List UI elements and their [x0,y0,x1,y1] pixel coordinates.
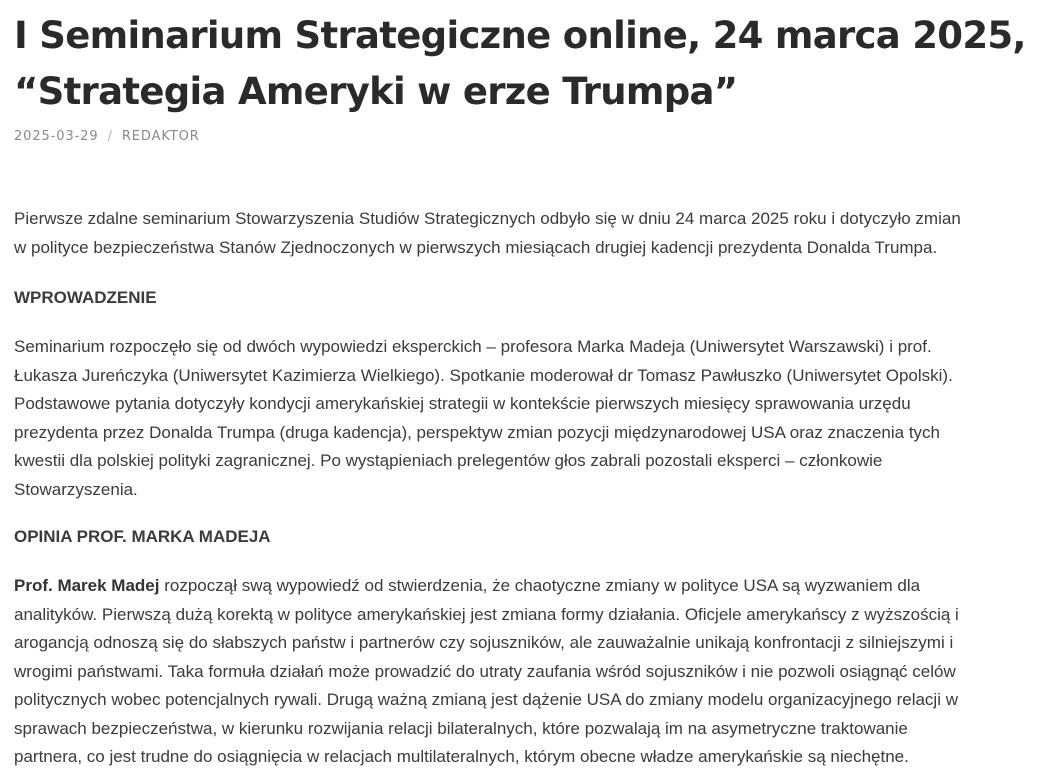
meta-separator: / [107,129,113,144]
text-line: politycznych wobec potencjalnych rywali. Drugą ważną zmianą jest dążenie USA do zmiany modelu organizacyjnego relacji w [14,690,958,709]
text-line: sprawach bezpieczeństwa, w kierunku rozwijania relacji bilateralnych, które pozwalają im na asymetryczne traktowanie [14,718,908,738]
publish-date[interactable]: 2025-03-29 [14,129,99,144]
text-line: Seminarium rozpoczęło się od dwóch wypowiedzi eksperckich – profesora Marka Madeja (Uniwersytet Warszawski) i prof. [14,337,932,356]
text-line: Pierwsze zdalne seminarium Stowarzyszenia Studiów Strategicznych odbyło się w dniu 24 marca 2025 roku i dotyczyło zmian [14,209,961,228]
text-line: wrogimi państwami. Taka formuła działań może prowadzić do utraty zaufania wśród sojuszników i nie pozwoli osiągnąć celów [14,661,956,681]
article-title [14,8,1054,120]
madej-paragraph [14,572,959,772]
text-fragment: rozpoczął swą wypowiedź od stwierdzenia, że chaotyczne zmiany w polityce USA są wyzwaniem dla [159,576,921,595]
text-line: partnera, co jest trudne do osiągnięcia w relacjach multilateralnych, którym obecne władze amerykańskie są niechętne. [14,747,909,766]
speaker-name: Prof. Marek Madej [14,576,160,595]
text-line [14,572,959,601]
article-title-line-1: I Seminarium Strategiczne online, 24 marca 2025, [14,14,1026,57]
article-meta [14,128,200,146]
text-line: Łukasza Jureńczyka (Uniwersytet Kazimierza Wielkiego). Spotkanie moderował dr Tomasz Pawłuszko (Uniwersytet Opolski). [14,365,953,385]
text-line: Stowarzyszenia. [14,479,138,499]
text-line: analityków. Pierwszą dużą korektą w polityce amerykańskiej jest zmiana formy działania. Oficjele amerykańscy z wyższością i [14,604,959,624]
section-heading-madej: OPINIA PROF. MARKA MADEJA [14,527,271,546]
text-line: w polityce bezpieczeństwa Stanów Zjednoczonych w pierwszych miesiącach drugiej kadencji prezydenta Donalda Trumpa. [14,237,938,257]
intro-paragraph [14,205,961,262]
article-title-line-2: “Strategia Ameryki w erze Trumpa” [14,70,738,113]
text-line: Podstawowe pytania dotyczyły kondycji amerykańskiej strategii w kontekście pierwszych miesięcy sprawowania urzędu [14,394,911,413]
wprowadzenie-paragraph [14,333,953,504]
section-heading-wprowadzenie: WPROWADZENIE [14,288,157,307]
author-link[interactable]: REDAKTOR [121,129,200,144]
text-line: prezydenta przez Donalda Trumpa (druga kadencja), perspektyw zmian pozycji międzynarodowej USA oraz znaczenia tych [14,422,941,442]
text-line: kwestii dla polskiej polityki zagranicznej. Po wystąpieniach prelegentów głos zabrali pozostali eksperci – członkowie [14,451,883,470]
text-line: arogancją odnoszą się do słabszych państw i partnerów czy sojuszników, ale zauważalnie unikają konfrontacji z silniejszymi i [14,633,954,652]
